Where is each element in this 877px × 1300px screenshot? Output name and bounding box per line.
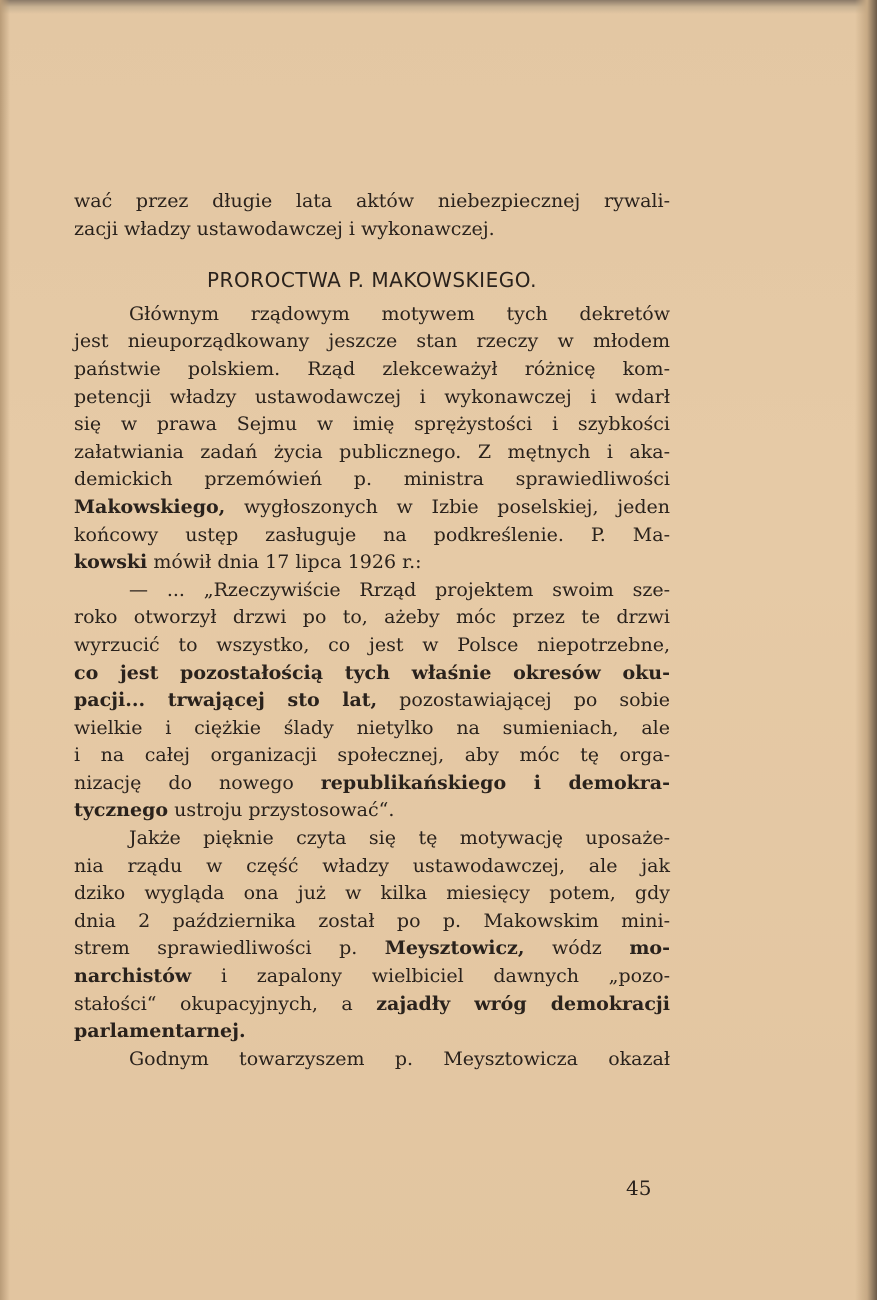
text-line: Godnym towarzyszem p. Meysztowicza okazał	[129, 1047, 670, 1070]
bold-name: kowski	[74, 551, 148, 574]
text-run: pozostawiającej po sobie	[377, 689, 670, 712]
quote-line: i na całej organizacji społecznej, aby móc tę orga-	[74, 744, 670, 767]
text-line: jest nieuporządkowany jeszcze stan rzeczy w młodem	[74, 330, 670, 353]
quote-line: roko otworzył drzwi po to, ażeby móc przez te drzwi	[74, 606, 670, 629]
text-line: końcowy ustęp zasługuje na podkreślenie. P. Ma-	[74, 523, 670, 546]
text-run: i zapalony wielbiciel dawnych „pozo-	[191, 965, 670, 988]
text-line: Głównym rządowym motywem tych dekretów	[129, 302, 670, 325]
bold-phrase: parlamentarnej.	[74, 1020, 246, 1043]
body-text	[74, 188, 670, 1073]
text-line: zacji władzy ustawodawczej i wykonawczej.	[74, 217, 495, 240]
bold-name: Meysztowicz,	[384, 937, 525, 960]
text-line: dziko wygląda ona już w kilka miesięcy potem, gdy	[74, 882, 670, 905]
text-line: państwie polskiem. Rząd zlekceważył różnicę kom-	[74, 357, 670, 380]
text-line	[74, 991, 670, 1019]
text-line	[74, 549, 670, 577]
text-line	[74, 494, 670, 522]
text-run: wódz	[524, 937, 630, 960]
bold-phrase: co jest pozostałością tych właśnie okresów oku-	[74, 661, 670, 684]
bold-phrase: zajadły wróg demokracji	[376, 992, 670, 1015]
text-run: ustroju przystosować“.	[168, 799, 395, 822]
page-edge-shadow	[0, 0, 10, 1300]
page-number: 45	[626, 1176, 652, 1200]
section-heading: PROROCTWA P. MAKOWSKIEGO.	[206, 268, 537, 293]
text-run: wygłoszonych w Izbie poselskiej, jeden	[225, 495, 670, 518]
text-run: strem sprawiedliwości p.	[74, 937, 385, 960]
bold-name: Makowskiego,	[74, 495, 226, 518]
quote-line	[74, 687, 670, 715]
quote-line: wielkie i ciężkie ślady nietylko na sumieniach, ale	[74, 716, 670, 739]
text-run: mówił dnia 17 lipca 1926 r.:	[147, 551, 422, 574]
text-line: wać przez długie lata aktów niebezpiecznej rywali-	[74, 190, 670, 212]
text-line: się w prawa Sejmu w imię sprężystości i szybkości	[74, 413, 670, 436]
quote-line	[74, 797, 670, 825]
bold-phrase: pacji... trwającej sto lat,	[74, 689, 378, 712]
text-line: demickich przemówień p. ministra sprawiedliwości	[74, 468, 670, 491]
quote-line	[74, 660, 670, 688]
bold-phrase: mo-	[629, 937, 670, 960]
text-line: załatwiania zadań życia publicznego. Z mętnych i aka-	[74, 440, 670, 463]
text-line: nia rządu w część władzy ustawodawczej, ale jak	[74, 854, 670, 877]
bold-phrase: narchistów	[74, 965, 192, 988]
text-run: nizację do nowego	[74, 771, 321, 794]
quote-line	[74, 770, 670, 798]
text-line: Jakże pięknie czyta się tę motywację uposaże-	[129, 827, 670, 850]
bold-phrase: republikańskiego i demokra-	[320, 771, 670, 794]
text-line	[74, 963, 670, 991]
text-line	[74, 1018, 670, 1046]
quote-line: wyrzucić to wszystko, co jest w Polsce niepotrzebne,	[74, 633, 670, 656]
quote-line: — ... „Rzeczywiście Rrząd projektem swoim sze-	[129, 578, 670, 601]
text-line: petencji władzy ustawodawczej i wykonawczej i wdarł	[74, 385, 670, 408]
text-run: stałości“ okupacyjnych, a	[74, 992, 377, 1015]
text-line: dnia 2 października został po p. Makowskim mini-	[74, 909, 670, 932]
text-line	[74, 935, 670, 963]
bold-phrase: tycznego	[74, 799, 169, 822]
